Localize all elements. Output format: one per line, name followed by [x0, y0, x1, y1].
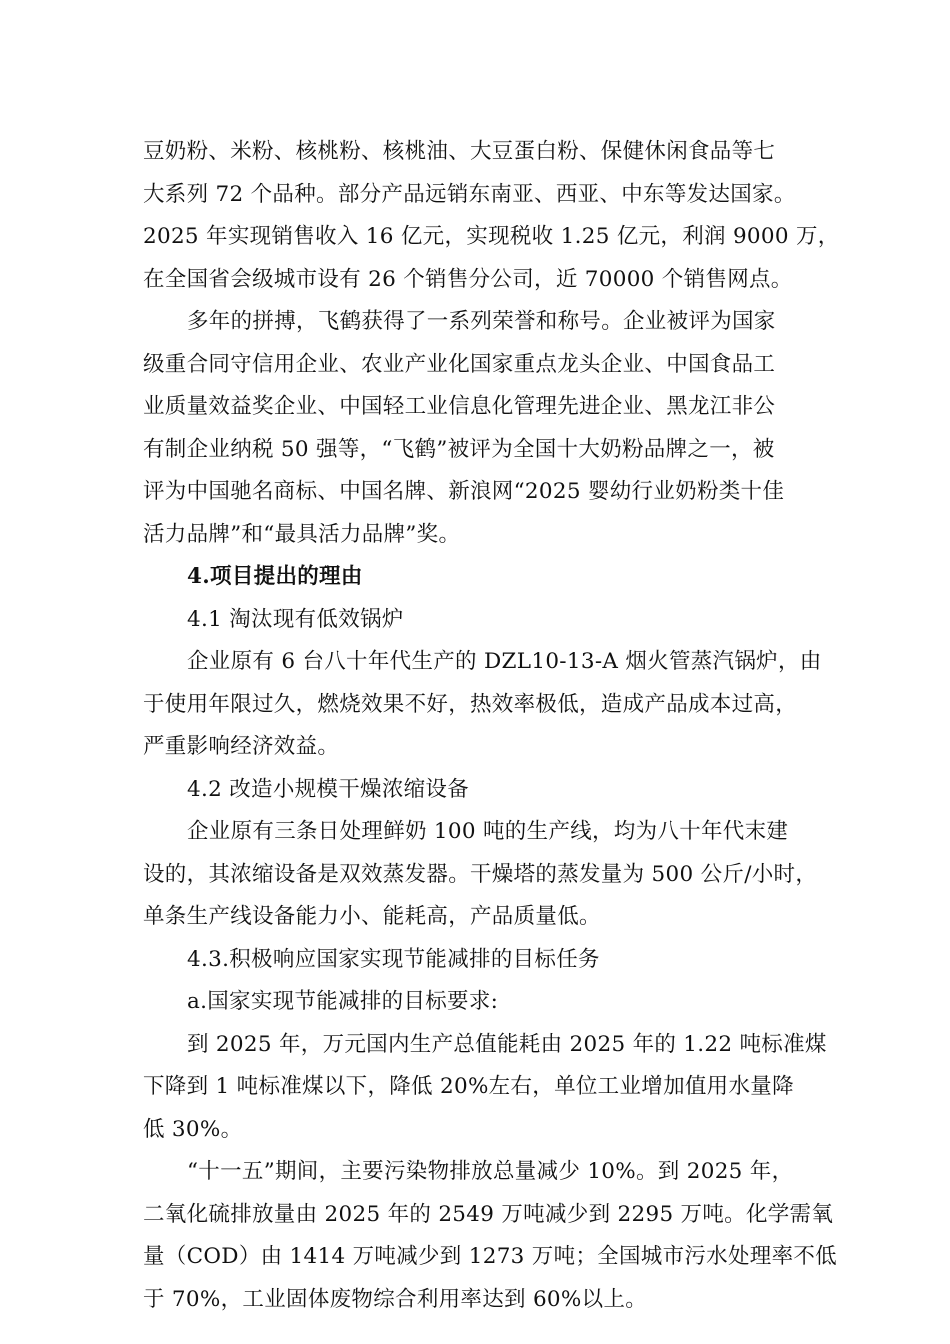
text-line: 大系列 72 个品种。部分产品远销东南亚、西亚、中东等发达国家。	[143, 181, 796, 207]
text-line: 4.2 改造小规模干燥浓缩设备	[187, 776, 470, 802]
text-line: a.国家实现节能减排的目标要求:	[187, 989, 499, 1014]
text-line: 豆奶粉、米粉、核桃粉、核桃油、大豆蛋白粉、保健休闲食品等七	[143, 139, 776, 164]
text-line: 评为中国驰名商标、中国名牌、新浪网“2025 婴幼行业奶粉类十佳	[143, 479, 785, 504]
text-line: 严重影响经济效益。	[143, 734, 340, 759]
text-line: 设的，其浓缩设备是双效蒸发器。干燥塔的蒸发量为 500 公斤/小时，	[143, 861, 818, 887]
text-line: 量（COD）由 1414 万吨减少到 1273 万吨；全国城市污水处理率不低	[143, 1244, 837, 1269]
text-line: 下降到 1 吨标准煤以下，降低 20%左右，单位工业增加值用水量降	[143, 1074, 794, 1099]
text-line: “十一五”期间，主要污染物排放总量减少 10%。到 2025 年，	[187, 1159, 794, 1184]
text-line: 业质量效益奖企业、中国轻工业信息化管理先进企业、黑龙江非公	[143, 394, 776, 419]
text-line: 多年的拼搏，飞鹤获得了一系列荣誉和称号。企业被评为国家	[187, 309, 776, 334]
text-line: 4.1 淘汰现有低效锅炉	[187, 606, 404, 632]
text-line: 2025 年实现销售收入 16 亿元，实现税收 1.25 亿元，利润 9000 万，	[143, 224, 840, 249]
text-line: 企业原有三条日处理鲜奶 100 吨的生产线，均为八十年代末建	[187, 819, 789, 844]
text-line: 单条生产线设备能力小、能耗高，产品质量低。	[143, 904, 601, 929]
text-line: 级重合同守信用企业、农业产业化国家重点龙头企业、中国食品工	[143, 351, 776, 377]
text-line: 二氧化硫排放量由 2025 年的 2549 万吨减少到 2295 万吨。化学需氧	[143, 1201, 834, 1227]
text-line: 在全国省会级城市设有 26 个销售分公司，近 70000 个销售网点。	[143, 266, 793, 292]
text-line: 企业原有 6 台八十年代生产的 DZL10-13-A 烟火管蒸汽锅炉，由	[187, 649, 822, 674]
text-line: 有制企业纳税 50 强等，“飞鹤”被评为全国十大奶粉品牌之一，被	[143, 436, 775, 462]
text-line: 到 2025 年，万元国内生产总值能耗由 2025 年的 1.22 吨标准煤	[187, 1031, 827, 1057]
text-line: 4.3.积极响应国家实现节能减排的目标任务	[187, 946, 600, 972]
section-heading: 4.项目提出的理由	[187, 564, 363, 589]
text-line: 于使用年限过久，燃烧效果不好，热效率极低，造成产品成本过高，	[143, 691, 798, 717]
text-line: 活力品牌”和“最具活力品牌”奖。	[143, 521, 461, 547]
document-body	[143, 131, 840, 1321]
text-line: 低 30%。	[143, 1116, 243, 1142]
text-line: 于 70%，工业固体废物综合利用率达到 60%以上。	[143, 1286, 648, 1312]
